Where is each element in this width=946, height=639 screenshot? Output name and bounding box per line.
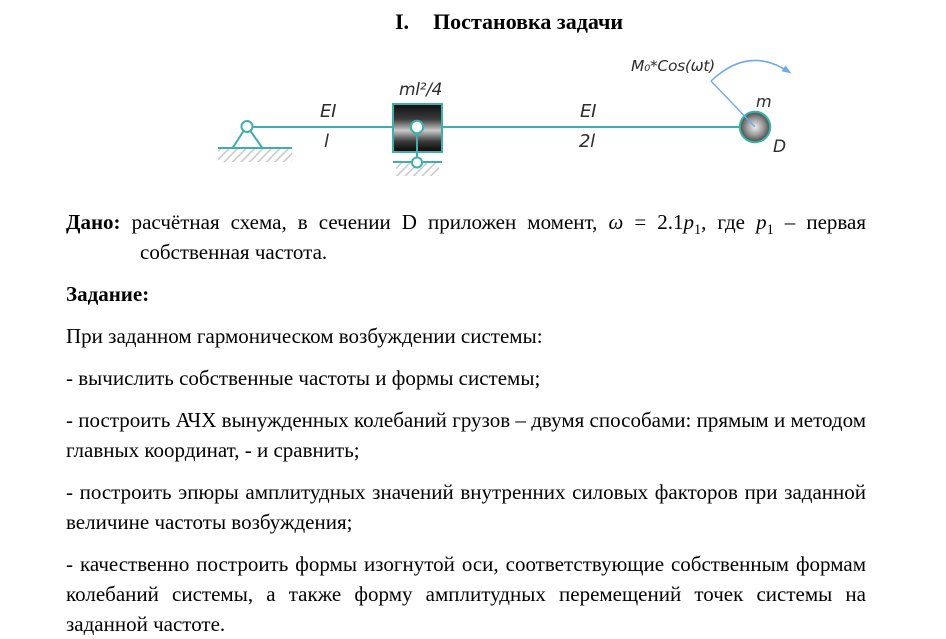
formula-p: p xyxy=(683,210,694,234)
label-moment-expression: M₀*Cos(ωt) xyxy=(631,57,715,75)
label-disk-inertia: ml²/4 xyxy=(399,80,443,100)
formula-p-2: p xyxy=(756,210,767,234)
label-beam2-stiffness: EI xyxy=(580,101,597,122)
disk-hinge-circle xyxy=(411,121,423,133)
pin-support-leg-right xyxy=(251,131,263,148)
task-item: - вычислить собственные частоты и формы системы; xyxy=(66,366,541,390)
formula-omega: ω xyxy=(608,210,624,234)
given-text-2: , где xyxy=(701,210,757,234)
label-beam1-length: l xyxy=(324,131,329,152)
body-text xyxy=(66,207,866,639)
pin-support-hinge-circle xyxy=(242,121,253,132)
tasks-intro: При заданном гармоническом возбуждении системы: xyxy=(66,324,543,348)
task-item: - качественно построить формы изогнутой оси, соответствующие собственным формам колебаний системы, а также форму амплитудных перемещений точек системы на заданной частоте. xyxy=(66,552,866,636)
label-beam1-stiffness: EI xyxy=(320,101,337,122)
given-paragraph xyxy=(66,207,866,267)
roller-circle xyxy=(412,158,422,168)
given-text-1: расчётная схема, в сечении D приложен момент, xyxy=(120,210,609,234)
pin-support-leg-left xyxy=(233,131,244,148)
section-title-text: Постановка задачи xyxy=(433,9,624,34)
task-item: - построить эпюры амплитудных значений внутренних силовых факторов при заданной величине частоты возбуждения; xyxy=(66,480,866,534)
moment-radius-line xyxy=(711,81,755,127)
task-item: - построить АЧХ вынужденных колебаний грузов – двумя способами: прямым и методом главных координат, - и сравнить; xyxy=(66,408,866,462)
formula-p-subscript: 1 xyxy=(693,222,702,239)
label-section-D: D xyxy=(773,137,786,157)
label-beam2-length: 2l xyxy=(579,131,595,152)
moment-arrowhead-icon xyxy=(782,66,792,74)
tasks-heading: Задание: xyxy=(66,282,150,306)
formula-equals: = 2.1 xyxy=(623,210,684,234)
section-number: I. xyxy=(395,9,410,34)
label-mass-m: m xyxy=(756,92,772,111)
given-text-3: – первая собственная частота. xyxy=(140,210,867,264)
scheme-diagram xyxy=(0,0,946,200)
given-label: Дано: xyxy=(66,210,121,234)
pin-support-ground-hatch xyxy=(218,149,292,162)
formula-p-2-subscript: 1 xyxy=(766,222,774,239)
moment-arc xyxy=(711,60,789,81)
